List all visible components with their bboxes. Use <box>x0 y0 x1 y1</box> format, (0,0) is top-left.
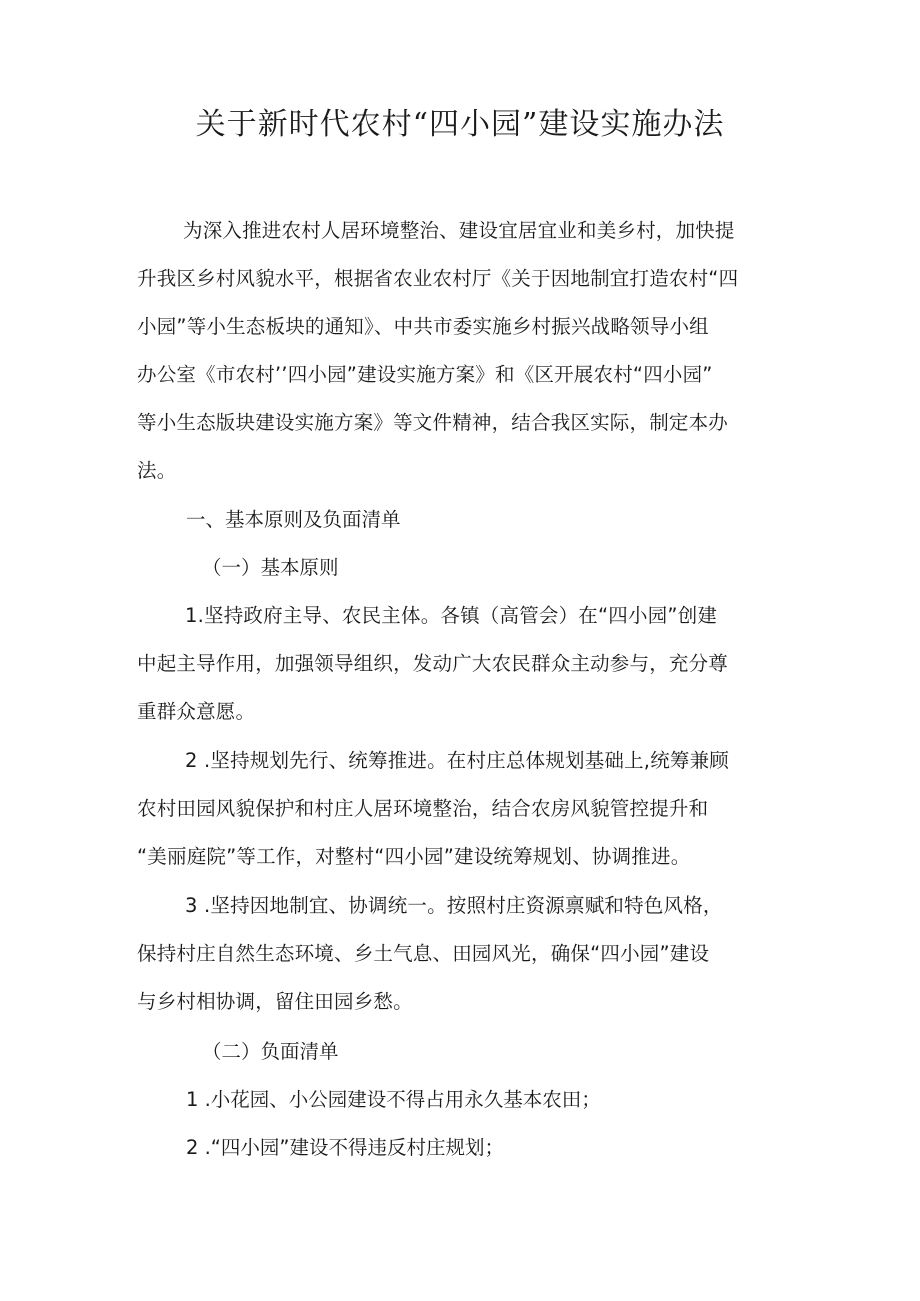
principle-line: 1.坚持政府主导、农民主体。各镇（高管会）在“四小园”创建 <box>185 604 718 627</box>
intro-line: 小园”等小生态板块的通知》、中共市委实施乡村振兴战略领导小组 <box>137 315 709 338</box>
principle-1-paragraph <box>137 592 797 736</box>
negative-item-1: 1 .小花园、小公园建设不得占用永久基本农田； <box>186 1088 601 1111</box>
principle-line: “美丽庭院”等工作，对整村“四小园”建设统筹规划、协调推进。 <box>137 845 691 868</box>
principle-2-paragraph <box>137 737 797 881</box>
principle-line: 3 .坚持因地制宜、协调统一。按照村庄资源禀赋和特色风格， <box>185 894 723 917</box>
intro-line: 办公室《市农村’’四小园”建设实施方案》和《区开展农村“四小园” <box>137 363 713 386</box>
intro-paragraph <box>137 207 797 495</box>
principle-line: 2 .坚持规划先行、统筹推进。在村庄总体规划基础上,统筹兼顾 <box>185 749 730 772</box>
principle-line: 与乡村相协调，留住田园乡愁。 <box>137 990 413 1013</box>
negative-item-2: 2 .“四小园”建设不得违反村庄规划； <box>186 1136 505 1159</box>
intro-line: 等小生态版块建设实施方案》等文件精神，结合我区实际，制定本办 <box>137 411 729 434</box>
document-title: 关于新时代农村“四小园”建设实施办法 <box>195 107 725 142</box>
intro-line: 为深入推进农村人居环境整治、建设宜居宜业和美乡村，加快提 <box>183 219 735 242</box>
principle-line: 中起主导作用，加强领导组织，发动广大农民群众主动参与，充分尊 <box>137 652 729 675</box>
subsection-heading-1: （一）基本原则 <box>202 556 339 579</box>
principle-line: 重群众意愿。 <box>137 700 256 723</box>
intro-line: 升我区乡村风貌水平，根据省农业农村厅《关于因地制宜打造农村“四 <box>137 267 739 290</box>
subsection-heading-2: （二）负面清单 <box>202 1040 339 1063</box>
section-heading-1: 一、基本原则及负面清单 <box>186 508 401 531</box>
principle-line: 保持村庄自然生态环境、乡土气息、田园风光，确保“四小园”建设 <box>137 942 710 965</box>
principle-line: 农村田园风貌保护和村庄人居环境整治，结合农房风貌管控提升和 <box>137 797 709 820</box>
intro-line: 法。 <box>137 459 177 482</box>
principle-3-paragraph <box>137 882 797 1026</box>
